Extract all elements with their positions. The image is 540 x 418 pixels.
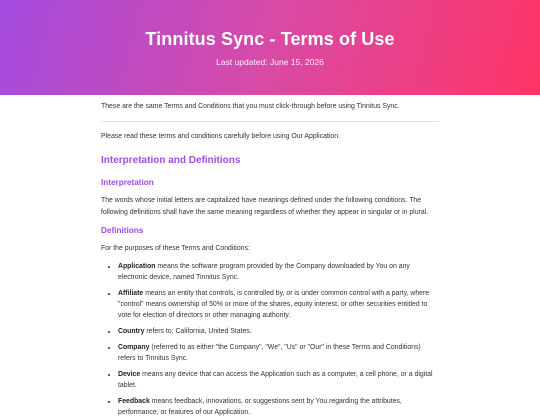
definition-item-country	[118, 326, 439, 337]
section-heading-interpretation-definitions: Interpretation and Definitions	[101, 155, 241, 167]
definitions-list	[101, 261, 439, 418]
lead-text: Please read these terms and conditions carefully before using Our Application.	[101, 133, 341, 141]
definition-term: Application	[118, 263, 156, 271]
definition-text: (referred to as either "the Company", "We", "Us" or "Our" in these Terms and Conditions) refers to Tinnitus Sync.	[118, 343, 421, 362]
definition-text: means the software program provided by the Company downloaded by You on any electronic device, named Tinnitus Sync.	[118, 263, 410, 282]
definition-text: means feedback, innovations, or suggestions sent by You regarding the attributes, performance, or features of our Application.	[118, 397, 402, 416]
page-title: Tinnitus Sync - Terms of Use	[145, 29, 395, 49]
definition-text: means any device that can access the Application such as a computer, a cell phone, or a digital tablet.	[118, 370, 433, 389]
page-header	[0, 0, 540, 95]
last-updated: Last updated: June 15, 2026	[216, 57, 324, 67]
definition-term: Feedback	[118, 397, 150, 405]
definition-text: refers to: California, United States.	[144, 328, 252, 336]
terms-content	[101, 95, 439, 418]
definition-term: Country	[118, 328, 145, 336]
definition-term: Company	[118, 343, 150, 351]
definitions-intro: For the purposes of these Terms and Conditions:	[101, 244, 250, 252]
definition-item-application	[118, 261, 439, 283]
subheading-definitions: Definitions	[101, 225, 144, 235]
interpretation-text: The words whose initial letters are capitalized have meanings defined under the following conditions. The following definitions shall have the same meaning regardless of whether they appear in singular or in plural.	[101, 197, 429, 216]
definition-term: Affiliate	[118, 289, 144, 297]
definition-item-affiliate	[118, 288, 439, 322]
definition-item-company	[118, 342, 439, 364]
definition-text: means an entity that controls, is controlled by, or is under common control with a party, where "control" means ownership of 50% or more of the shares, equity interest, or other securities entitled to vote for election of directors or other managing authority.	[118, 289, 430, 320]
intro-text: These are the same Terms and Conditions that you must click-through before using Tinnitus Sync.	[101, 101, 439, 122]
definition-term: Device	[118, 370, 141, 378]
definition-item-device	[118, 369, 439, 391]
definition-item-feedback	[118, 396, 439, 418]
subheading-interpretation: Interpretation	[101, 178, 154, 188]
